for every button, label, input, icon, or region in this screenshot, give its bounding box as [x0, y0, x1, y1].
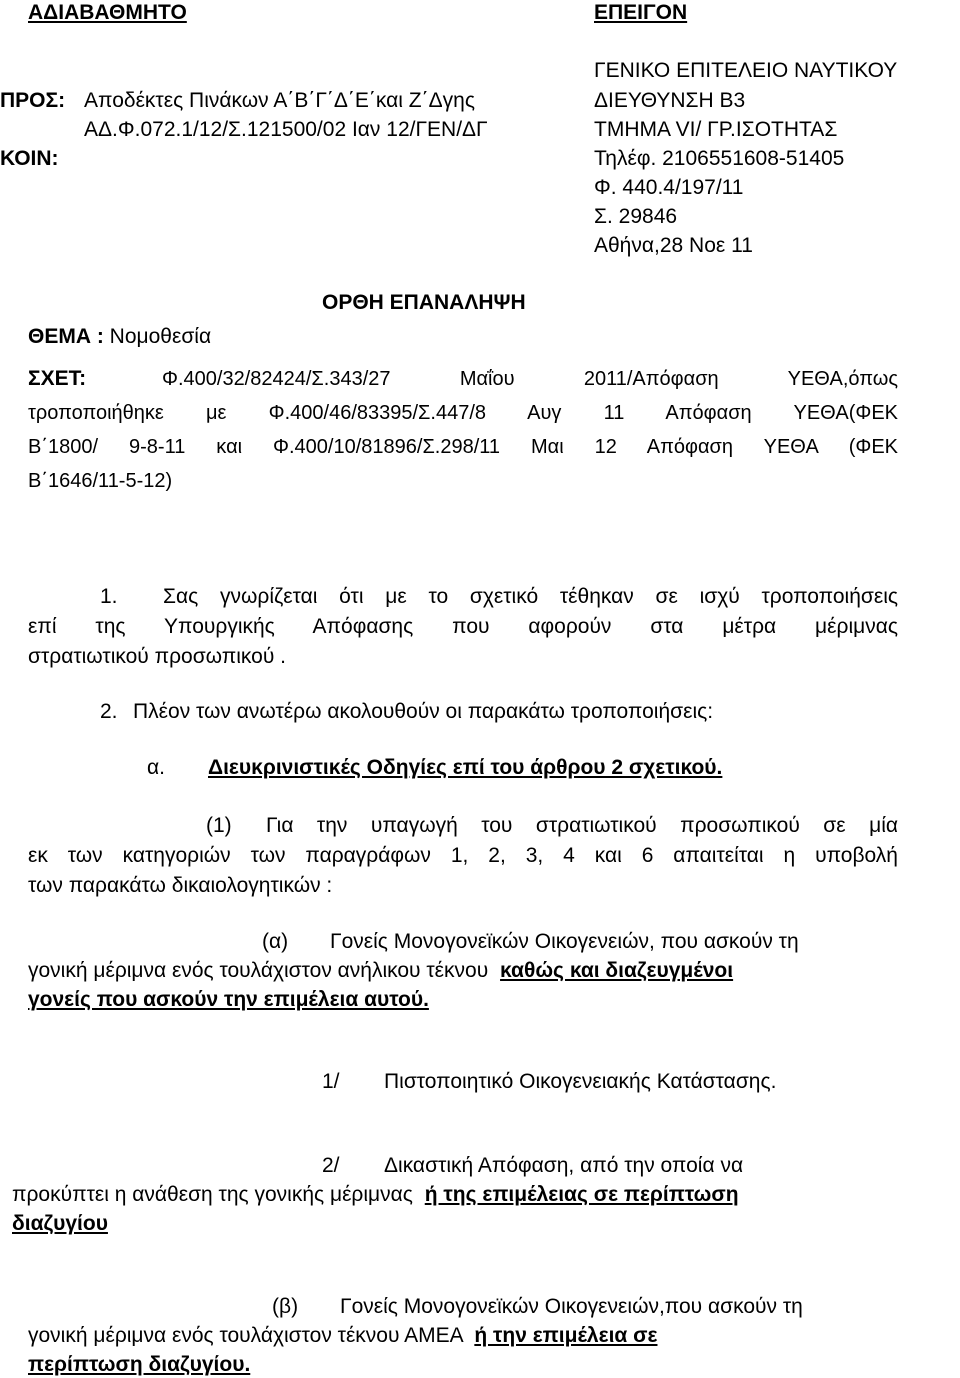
subparagraph-a-heading: Διευκρινιστικές Οδηγίες επί του άρθρου 2 σχετικού.	[208, 756, 723, 779]
reference-block	[28, 365, 898, 501]
doc-2-line1: Δικαστική Απόφαση, από την οποία να	[384, 1154, 744, 1177]
subject-line	[28, 324, 211, 350]
reference-line: τροποποιήθηκε με Φ.400/46/83395/Σ.447/8 Αυγ 11 Απόφαση ΥΕΘΑ(ΦΕΚ	[28, 402, 898, 424]
item-b-line2-bold: ή την επιμέλεια σε	[474, 1324, 658, 1347]
item-a-number: (α)	[262, 930, 289, 953]
sender-registry-number: Σ. 29846	[594, 205, 678, 228]
item-b-line1: Γονείς Μονογονεϊκών Οικογενειών,που ασκούν τη	[340, 1295, 803, 1318]
sender-phone: Τηλέφ. 2106551608-51405	[594, 147, 845, 170]
paragraph-1-line: Σας γνωρίζεται ότι με το σχετικό τέθηκαν σε ισχύ τροποποιήσεις	[163, 585, 898, 608]
reference-label: ΣΧΕΤ:	[28, 367, 87, 390]
item-a-line1: Γονείς Μονογονεϊκών Οικογενειών, που ασκούν τη	[330, 930, 799, 953]
subject-label: ΘΕΜΑ :	[28, 325, 104, 348]
item-b-line2	[28, 1323, 657, 1349]
reference-line: Β΄1800/ 9-8-11 και Φ.400/10/81896/Σ.298/11 Μαι 12 Απόφαση ΥΕΘΑ (ΦΕΚ	[28, 436, 898, 458]
item-1-line: εκ των κατηγοριών των παραγράφων 1, 2, 3, 4 και 6 απαιτείται η υποβολή	[28, 844, 898, 867]
sender-directorate: ΔΙΕΥΘΥΝΣΗ Β3	[594, 89, 746, 112]
reference-line: Φ.400/32/82424/Σ.343/27 Μαΐου 2011/Απόφαση ΥΕΘΑ,όπως	[162, 368, 898, 390]
paragraph-2-text: Πλέον των ανωτέρω ακολουθούν οι παρακάτω τροποποιήσεις:	[133, 700, 714, 723]
item-1	[28, 811, 898, 901]
item-b-number: (β)	[272, 1295, 299, 1318]
item-a-line2-plain: γονική μέριμνα ενός τουλάχιστον ανήλικου τέκνου	[28, 959, 489, 982]
item-b-line2-plain: γονική μέριμνα ενός τουλάχιστον τέκνου ΑΜΕΑ	[28, 1324, 463, 1347]
paragraph-1-line: στρατιωτικού προσωπικού .	[28, 645, 287, 668]
subject-value: Νομοθεσία	[109, 325, 212, 348]
cc-label: ΚΟΙΝ:	[0, 147, 59, 170]
to-label: ΠΡΟΣ:	[0, 89, 66, 112]
doc-1-text: Πιστοποιητικό Οικογενειακής Κατάστασης.	[384, 1070, 777, 1093]
doc-2-line3: διαζυγίου	[12, 1212, 108, 1235]
item-a-line2-bold: καθώς και διαζευγμένοι	[500, 959, 734, 982]
reference-line: Β΄1646/11-5-12)	[28, 470, 173, 492]
item-1-line: Για την υπαγωγή του στρατιωτικού προσωπικού σε μία	[266, 814, 898, 837]
doc-2-line2-bold: ή της επιμέλειας σε περίπτωση	[424, 1183, 739, 1206]
to-recipients-ref: ΑΔ.Φ.072.1/12/Σ.121500/02 Ιαν 12/ΓΕΝ/ΔΓ	[84, 118, 488, 141]
paragraph-1-line: επί της Υπουργικής Απόφασης που αφορούν στα μέτρα μέριμνας	[28, 615, 898, 638]
item-1-number: (1)	[206, 814, 232, 837]
doc-2-line2	[12, 1182, 739, 1208]
paragraph-2-number: 2.	[100, 700, 118, 723]
paragraph-1-number: 1.	[100, 585, 118, 608]
subparagraph-a-number: α.	[147, 756, 165, 779]
sender-org: ΓΕΝΙΚΟ ΕΠΙΤΕΛΕΙΟ ΝΑΥΤΙΚΟΥ	[594, 59, 898, 82]
doc-1-number: 1/	[322, 1070, 340, 1093]
doc-2-line2-plain: προκύπτει η ανάθεση της γονικής μέριμνας	[12, 1183, 413, 1206]
doc-2-number: 2/	[322, 1154, 340, 1177]
item-1-line: των παρακάτω δικαιολογητικών :	[28, 874, 333, 897]
repetition-title: ΟΡΘΗ ΕΠΑΝΑΛΗΨΗ	[322, 291, 526, 314]
place-date: Αθήνα,28 Νοε 11	[594, 234, 753, 257]
sender-file-number: Φ. 440.4/197/11	[594, 176, 744, 199]
item-b-line3: περίπτωση διαζυγίου.	[28, 1353, 251, 1376]
to-recipients: Αποδέκτες Πινάκων Α΄Β΄Γ΄Δ΄Ε΄και Ζ΄Δγης	[84, 89, 475, 112]
classification-label: ΑΔΙΑΒΑΘΜΗΤΟ	[28, 1, 187, 24]
urgency-label: ΕΠΕΙΓΟΝ	[594, 1, 688, 24]
sender-section: ΤΜΗΜΑ VI/ ΓΡ.ΙΣΟΤΗΤΑΣ	[594, 118, 838, 141]
item-a-line2	[28, 958, 733, 984]
paragraph-1	[28, 582, 898, 672]
item-a-line3: γονείς που ασκούν την επιμέλεια αυτού.	[28, 988, 429, 1011]
